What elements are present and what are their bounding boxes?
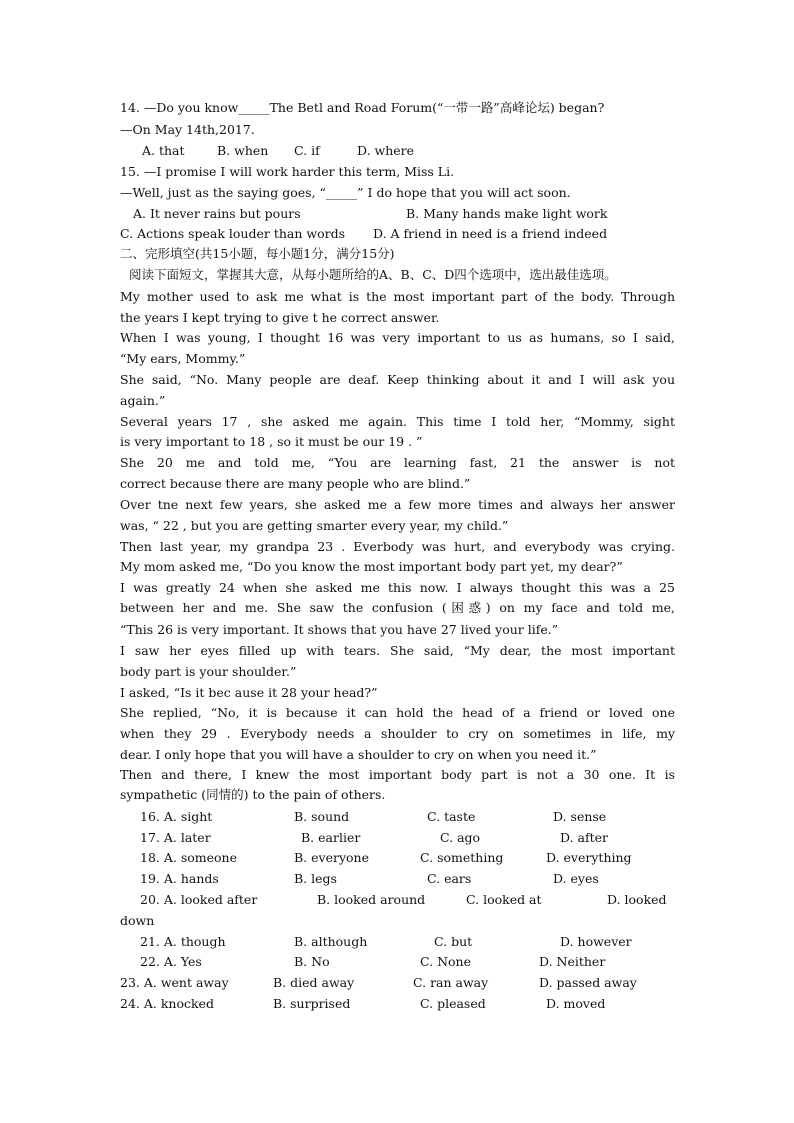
q17-option-c: C. ago xyxy=(440,830,481,845)
passage-line: My mom asked me, “Do you know the most important body part yet, my dear?” xyxy=(120,559,623,574)
q24-option-b: B. surprised xyxy=(273,996,351,1011)
q16-option-a: 16. A. sight xyxy=(140,809,213,824)
q16-option-c: C. taste xyxy=(427,809,476,824)
section-instruction: 阅读下面短文，掌握其大意，从每小题所给的A、B、C、D四个选项中，选出最佳选项。 xyxy=(129,267,617,282)
passage-line: Then and there, I knew the most important body part is not a 30 one. It is xyxy=(120,767,675,782)
choice-row-18 xyxy=(120,847,675,868)
q14-answer-line: —On May 14th,2017. xyxy=(120,122,255,137)
q18-option-c: C. something xyxy=(420,850,504,865)
choice-row-23 xyxy=(120,972,675,993)
q14-option-a: A. that xyxy=(142,143,185,158)
passage-line: is very important to 18 , so it must be our 19 . ” xyxy=(120,434,423,449)
passage-line: the years I kept trying to give t he correct answer. xyxy=(120,310,440,325)
passage-line: “This 26 is very important. It shows that you have 27 lived your life.” xyxy=(120,622,559,637)
passage-line: My mother used to ask me what is the most important part of the body. Through xyxy=(120,289,675,304)
passage-line: again.” xyxy=(120,393,166,408)
q15-option-b: B. Many hands make light work xyxy=(406,206,608,221)
section-heading: 二、完形填空(共15小题，每小题1分，满分15分) xyxy=(120,246,395,261)
passage-line: between her and me. She saw the confusion (困惑) on my face and told me, xyxy=(120,600,675,615)
q21-option-a: 21. A. though xyxy=(140,934,226,949)
q15-stem: 15. —I promise I will work harder this term, Miss Li. xyxy=(120,164,455,179)
passage-line: When I was young, I thought 16 was very important to us as humans, so I said, xyxy=(120,330,675,345)
choice-row-24 xyxy=(120,993,675,1014)
q16-option-b: B. sound xyxy=(294,809,350,824)
q24-option-a: 24. A. knocked xyxy=(120,996,214,1011)
q23-option-d: D. passed away xyxy=(539,975,637,990)
q20-option-d: D. looked xyxy=(607,892,667,907)
passage-line: I asked, “Is it bec ause it 28 your head?” xyxy=(120,685,378,700)
q15-option-a: A. It never rains but pours xyxy=(133,206,301,221)
q15-options-row1 xyxy=(120,203,675,224)
passage-line: She 20 me and told me, “You are learning fast, 21 the answer is not xyxy=(120,455,675,470)
choice-row-20 xyxy=(120,889,675,910)
q15-options-row2 xyxy=(120,223,675,244)
q14-option-d: D. where xyxy=(357,143,415,158)
choice-row-17 xyxy=(120,827,675,848)
q24-option-c: C. pleased xyxy=(420,996,486,1011)
passage-line: when they 29 . Everybody needs a shoulder to cry on sometimes in life, my xyxy=(120,726,675,741)
q20-option-c: C. looked at xyxy=(466,892,542,907)
q23-option-b: B. died away xyxy=(273,975,355,990)
q22-option-d: D. Neither xyxy=(539,954,606,969)
passage-line: “My ears, Mommy.” xyxy=(120,351,246,366)
q15-option-c: C. Actions speak louder than words xyxy=(120,226,345,241)
q23-option-c: C. ran away xyxy=(413,975,489,990)
q22-option-c: C. None xyxy=(420,954,471,969)
passage-line: dear. I only hope that you will have a shoulder to cry on when you need it.” xyxy=(120,747,597,762)
q19-option-b: B. legs xyxy=(294,871,337,886)
passage-line: correct because there are many people who are blind.” xyxy=(120,476,471,491)
q24-option-d: D. moved xyxy=(546,996,606,1011)
q22-option-b: B. No xyxy=(294,954,330,969)
passage-line: was, “ 22 , but you are getting smarter every year, my child.” xyxy=(120,518,509,533)
q21-option-c: C. but xyxy=(434,934,473,949)
q18-option-a: 18. A. someone xyxy=(140,850,237,865)
choice-row-19 xyxy=(120,868,675,889)
passage-line: She said, “No. Many people are deaf. Keep thinking about it and I will ask you xyxy=(120,372,675,387)
q19-option-a: 19. A. hands xyxy=(140,871,219,886)
passage-line: Then last year, my grandpa 23 . Everbody was hurt, and everybody was crying. xyxy=(120,539,675,554)
q22-option-a: 22. A. Yes xyxy=(140,954,202,969)
choice-row-22 xyxy=(120,951,675,972)
passage-line: body part is your shoulder.” xyxy=(120,664,297,679)
passage-line: I was greatly 24 when she asked me this now. I always thought this was a 25 xyxy=(120,580,675,595)
q21-option-b: B. although xyxy=(294,934,368,949)
q14-stem: 14. —Do you know_____The Betl and Road Forum(“一带一路”高峰论坛) began? xyxy=(120,100,605,115)
choice-row-20-wrap: down xyxy=(120,913,155,928)
q17-option-a: 17. A. later xyxy=(140,830,211,845)
passage-line: Over tne next few years, she asked me a few more times and always her answer xyxy=(120,497,675,512)
q21-option-d: D. however xyxy=(560,934,632,949)
q14-option-b: B. when xyxy=(217,143,269,158)
q14-option-c: C. if xyxy=(294,143,320,158)
q18-option-b: B. everyone xyxy=(294,850,369,865)
q16-option-d: D. sense xyxy=(553,809,607,824)
passage-line: She replied, “No, it is because it can hold the head of a friend or loved one xyxy=(120,705,675,720)
q19-option-c: C. ears xyxy=(427,871,472,886)
q17-option-d: D. after xyxy=(560,830,608,845)
q15-option-d: D. A friend in need is a friend indeed xyxy=(373,226,608,241)
passage-line: sympathetic (同情的) to the pain of others. xyxy=(120,787,386,802)
q20-option-a: 20. A. looked after xyxy=(140,892,258,907)
passage-line: I saw her eyes filled up with tears. She said, “My dear, the most important xyxy=(120,643,675,658)
q23-option-a: 23. A. went away xyxy=(120,975,229,990)
choice-row-16 xyxy=(120,806,675,827)
q14-options xyxy=(120,140,675,161)
choice-row-21 xyxy=(120,931,675,952)
q18-option-d: D. everything xyxy=(546,850,632,865)
q15-answer-line: —Well, just as the saying goes, “_____” I do hope that you will act soon. xyxy=(120,185,571,200)
passage-line: Several years 17 , she asked me again. This time I told her, “Mommy, sight xyxy=(120,414,675,429)
q20-option-b: B. looked around xyxy=(317,892,426,907)
q19-option-d: D. eyes xyxy=(553,871,599,886)
q17-option-b: B. earlier xyxy=(301,830,361,845)
